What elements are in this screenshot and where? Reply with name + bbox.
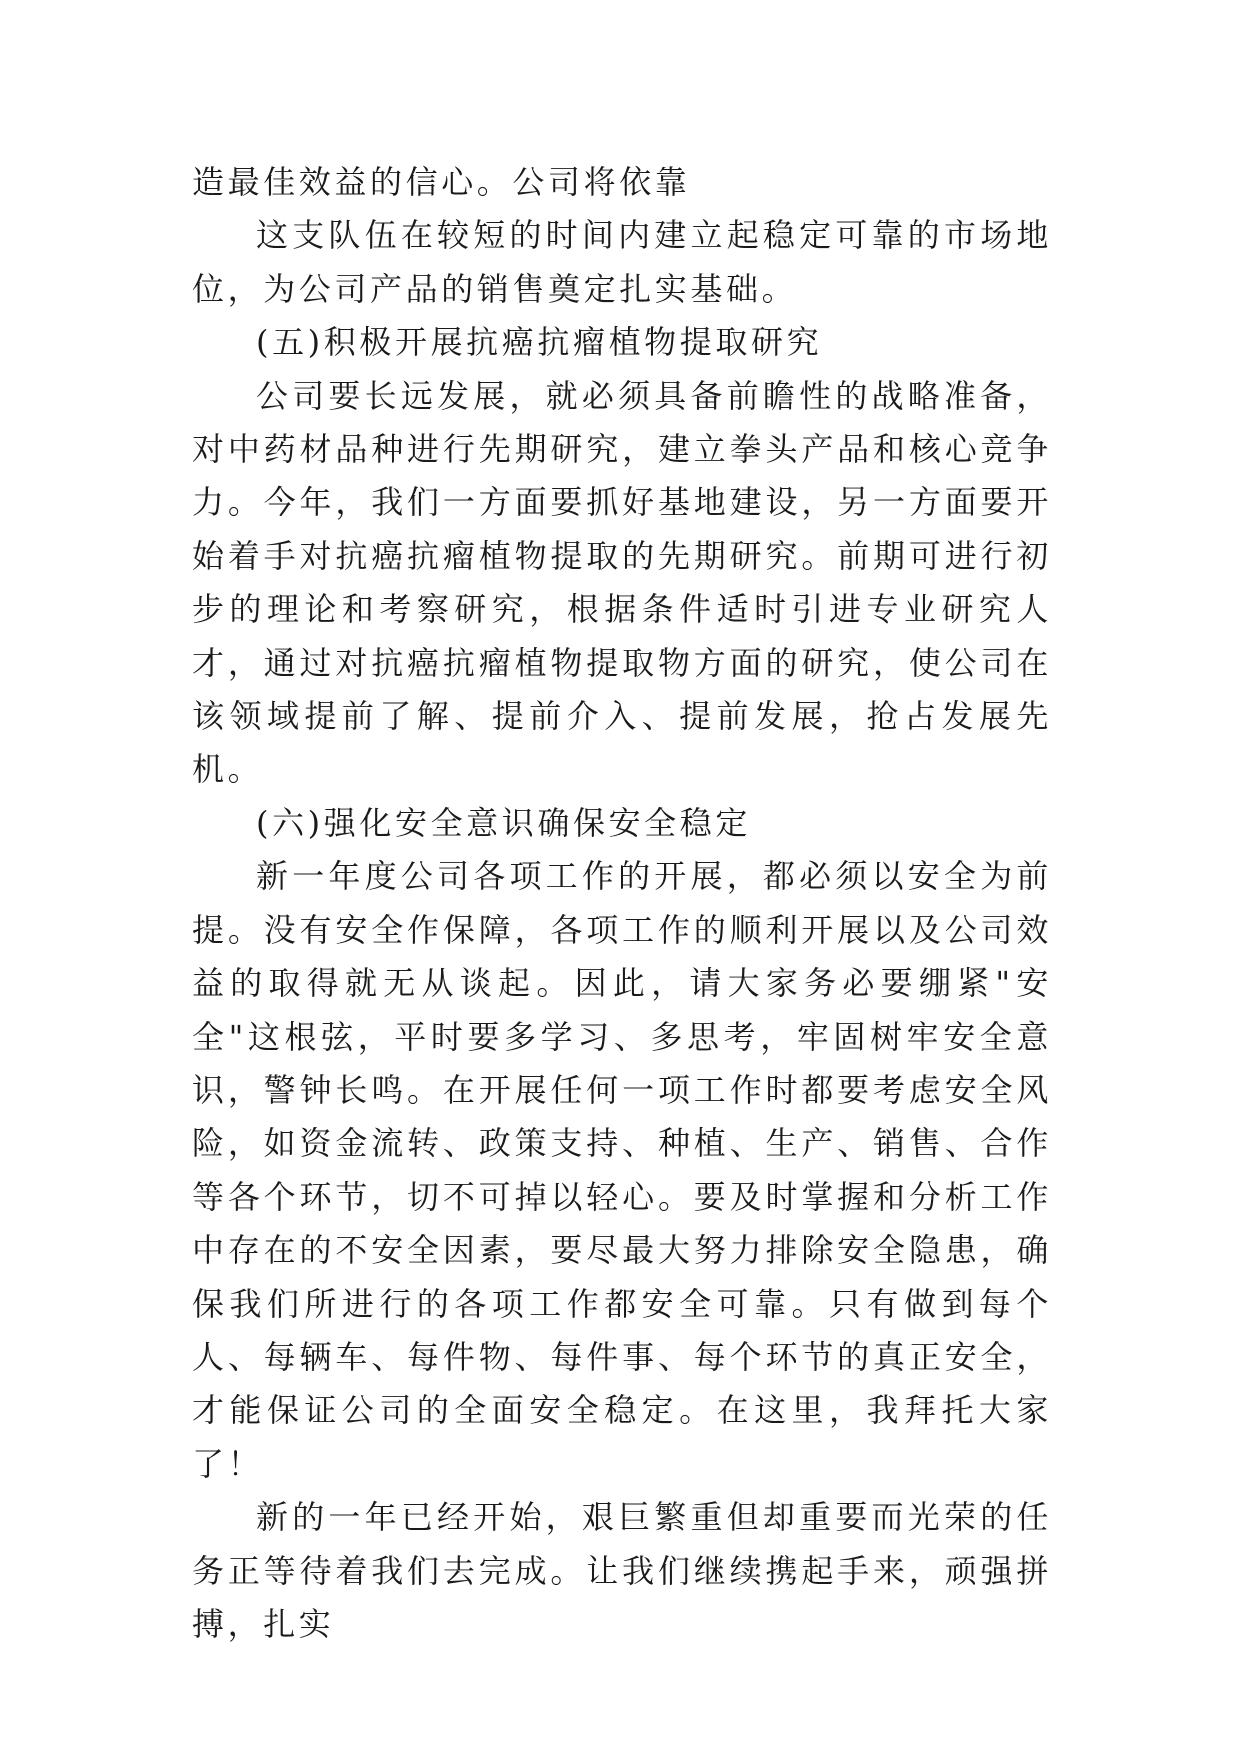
paragraph-research: 公司要长远发展，就必须具备前瞻性的战略准备，对中药材品种进行先期研究，建立拳头产品和核心竞争力。今年，我们一方面要抓好基地建设，另一方面要开始着手对抗癌抗瘤植物提取的先期研究。前期可进行初步的理论和考察研究，根据条件适时引进专业研究人才，通过对抗癌抗瘤植物提取物方面的研究，使公司在该领域提前了解、提前介入、提前发展，抢占发展先机。 xyxy=(192,376,1052,789)
document-body xyxy=(192,156,1052,1651)
section-heading-5: (五)积极开展抗癌抗瘤植物提取研究 xyxy=(256,323,823,362)
paragraph-team-market: 这支队伍在较短的时间内建立起稳定可靠的市场地位，为公司产品的销售奠定扎实基础。 xyxy=(192,216,1052,308)
paragraph-new-year: 新的一年已经开始，艰巨繁重但却重要而光荣的任务正等待着我们去完成。让我们继续携起手来，顽强拼搏，扎实 xyxy=(192,1498,1052,1643)
section-heading-6: (六)强化安全意识确保安全稳定 xyxy=(256,803,751,842)
paragraph-continuation: 造最佳效益的信心。公司将依靠 xyxy=(192,163,691,201)
paragraph-safety: 新一年度公司各项工作的开展，都必须以安全为前提。没有安全作保障，各项工作的顺利开展以及公司效益的取得就无从谈起。因此，请大家务必要绷紧"安全"这根弦，平时要多学习、多思考，牢固树牢安全意识，警钟长鸣。在开展任何一项工作时都要考虑安全风险，如资金流转、政策支持、种植、生产、销售、合作等各个环节，切不可掉以轻心。要及时掌握和分析工作中存在的不安全因素，要尽最大努力排除安全隐患，确保我们所进行的各项工作都安全可靠。只有做到每个人、每辆车、每件物、每件事、每个环节的真正安全，才能保证公司的全面安全稳定。在这里，我拜托大家了！ xyxy=(192,857,1052,1483)
